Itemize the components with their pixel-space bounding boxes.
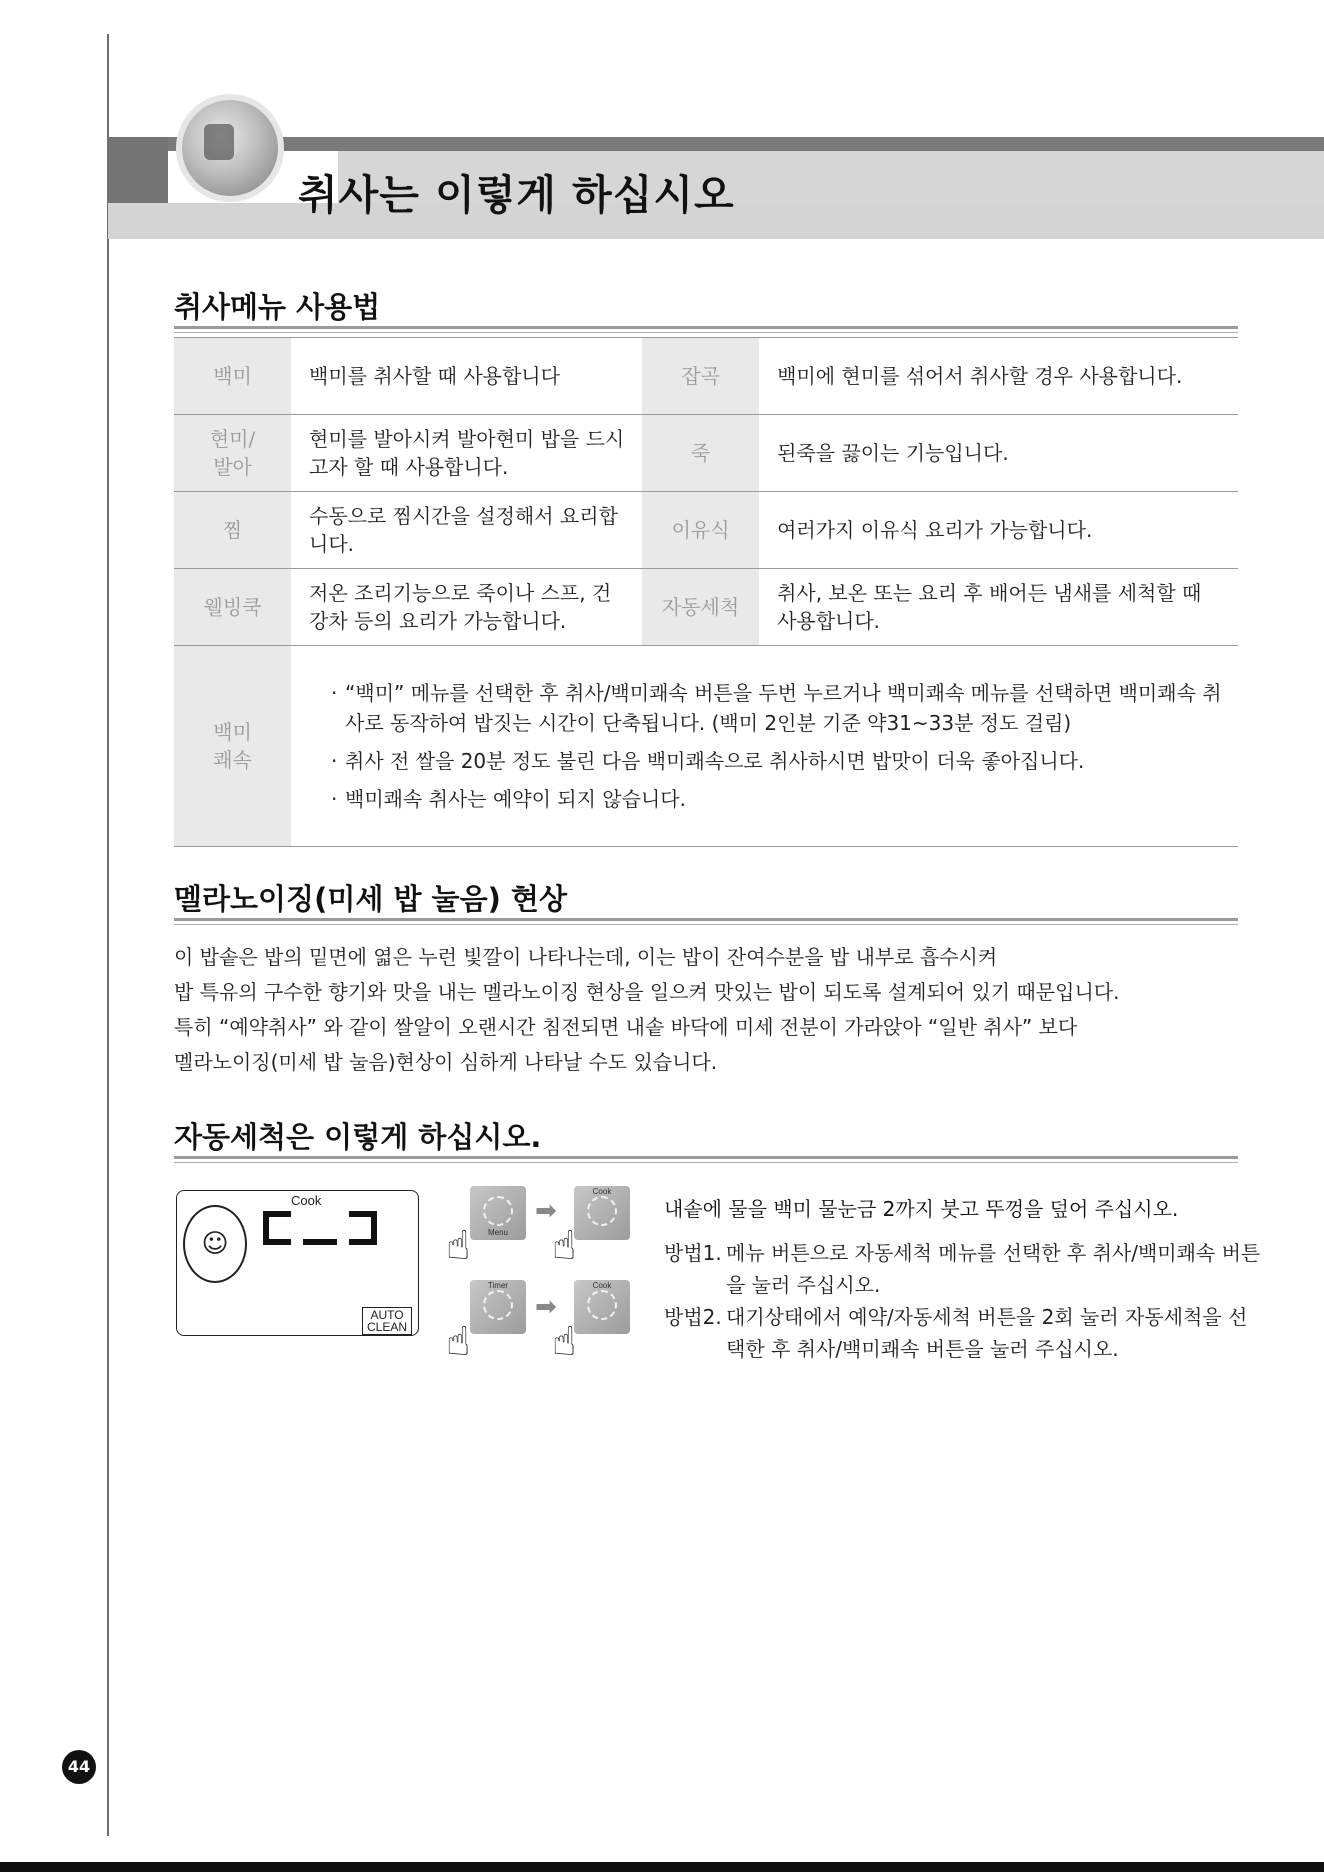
lcd-segment: [263, 1239, 291, 1245]
menu-label: 현미/ 발아: [174, 415, 291, 492]
section-rule: [174, 332, 1238, 333]
note-item: · 백미쾌속 취사는 예약이 되지 않습니다.: [331, 784, 1224, 814]
section-title-menu: 취사메뉴 사용법: [174, 290, 381, 324]
section-rule: [174, 924, 1238, 925]
menu-label: 잡곡: [642, 338, 759, 415]
clean-label: CLEAN: [366, 1320, 407, 1334]
menu-label: 웰빙쿡: [174, 569, 291, 646]
button-caption: Menu: [487, 1228, 508, 1237]
menu-desc: 취사, 보온 또는 요리 후 배어든 냄새를 세척할 때 사용합니다.: [759, 569, 1238, 646]
pointing-hand-icon: ☝: [446, 1319, 471, 1365]
table-row: [174, 415, 1238, 492]
header-dark-block: [108, 137, 168, 203]
menu-label: 죽: [642, 415, 759, 492]
margin-line: [107, 34, 109, 1836]
auto-clean-instructions: [664, 1193, 1264, 1365]
table-row: [174, 338, 1238, 415]
method-text: 대기상태에서 예약/자동세척 버튼을 2회 눌러 자동세척을 선택한 후 취사/백미쾌속 버튼을 눌러 주십시오.: [726, 1305, 1248, 1361]
menu-label: 찜: [174, 492, 291, 569]
rice-cooker-icon: [176, 94, 284, 202]
pointing-hand-icon: ☝: [446, 1223, 471, 1269]
arrow-right-icon: ➡: [535, 1292, 557, 1322]
paragraph-line: 밥 특유의 구수한 향기와 맛을 내는 멜라노이징 현상을 일으켜 맛있는 밥이 되도록 설계되어 있기 때문입니다.: [174, 980, 1120, 1004]
page-title: 취사는 이렇게 하십시오: [298, 171, 735, 219]
method-text: 메뉴 버튼으로 자동세척 메뉴를 선택한 후 취사/백미쾌속 버튼을 눌러 주십시오.: [726, 1241, 1261, 1297]
section-rule: [174, 1162, 1238, 1163]
note-item: · 취사 전 쌀을 20분 정도 불린 다음 백미쾌속으로 취사하시면 밥맛이 더욱 좋아집니다.: [331, 746, 1224, 776]
menu-button-image: [470, 1186, 526, 1240]
lcd-segment: [263, 1211, 291, 1217]
lcd-display: [176, 1190, 419, 1336]
section-rule: [174, 918, 1238, 921]
melanoidin-paragraph: [174, 940, 1254, 1080]
menu-desc: 된죽을 끓이는 기능입니다.: [759, 415, 1238, 492]
pointing-hand-icon: ☝: [552, 1223, 577, 1269]
arrow-right-icon: ➡: [535, 1196, 557, 1226]
auto-label: AUTO: [370, 1308, 404, 1322]
auto-clean-indicator: [362, 1307, 412, 1335]
paragraph-line: 이 밥솥은 밥의 밑면에 엷은 누런 빛깔이 나타나는데, 이는 밥이 잔여수분을 밥 내부로 흡수시켜: [174, 945, 998, 969]
method-1: [664, 1237, 1264, 1301]
section-rule: [174, 326, 1238, 329]
method-label: 방법2.: [664, 1305, 722, 1329]
section-rule: [174, 1156, 1238, 1159]
menu-label: 백미: [174, 338, 291, 415]
header-strip: [168, 137, 1324, 151]
menu-desc: 현미를 발아시켜 발아현미 밥을 드시고자 할 때 사용합니다.: [291, 415, 642, 492]
method-2: [664, 1301, 1264, 1365]
table-row: [174, 492, 1238, 569]
paragraph-line: 특히 “예약취사” 와 같이 쌀알이 오랜시간 침전되면 내솥 바닥에 미세 전분이 가라앉아 “일반 취사” 보다: [174, 1015, 1078, 1039]
menu-desc: 백미에 현미를 섞어서 취사할 경우 사용합니다.: [759, 338, 1238, 415]
quick-notes: [291, 646, 1238, 847]
table-row: [174, 646, 1238, 847]
menu-desc: 저온 조리기능으로 죽이나 스프, 건강차 등의 요리가 가능합니다.: [291, 569, 642, 646]
page-number: 44: [62, 1750, 96, 1784]
menu-table: [174, 337, 1238, 847]
menu-label: 자동세척: [642, 569, 759, 646]
note-item: · “백미” 메뉴를 선택한 후 취사/백미쾌속 버튼을 두번 누르거나 백미쾌속 메뉴를 선택하면 백미쾌속 취사로 동작하여 밥짓는 시간이 단축됩니다. (백미 2인분 기준 약31~33분 정도 걸림): [331, 678, 1224, 738]
cook-button-image: [574, 1186, 630, 1240]
lcd-segment: [371, 1211, 377, 1245]
lcd-cook-label: Cook: [291, 1193, 322, 1208]
section-title-melanoidin: 멜라노이징(미세 밥 눌음) 현상: [174, 882, 567, 916]
menu-desc: 백미를 취사할 때 사용합니다: [291, 338, 642, 415]
paragraph-line: 멜라노이징(미세 밥 눌음)현상이 심하게 나타날 수도 있습니다.: [174, 1050, 718, 1074]
method-label: 방법1.: [664, 1241, 722, 1265]
timer-button-image: [470, 1280, 526, 1334]
steam-face-icon: ☺: [183, 1205, 247, 1283]
menu-desc: 수동으로 찜시간을 설정해서 요리합니다.: [291, 492, 642, 569]
lcd-segment: [303, 1239, 337, 1245]
menu-label: 백미 쾌속: [174, 646, 291, 847]
pointing-hand-icon: ☝: [552, 1319, 577, 1365]
table-row: [174, 569, 1238, 646]
menu-desc: 여러가지 이유식 요리가 가능합니다.: [759, 492, 1238, 569]
button-caption: Timer: [487, 1281, 509, 1290]
section-title-autoclean: 자동세척은 이렇게 하십시오.: [174, 1120, 542, 1154]
button-caption: Cook: [592, 1281, 612, 1290]
button-caption: Cook: [592, 1187, 612, 1196]
bottom-band: [0, 1862, 1324, 1872]
menu-label: 이유식: [642, 492, 759, 569]
cook-button-image: [574, 1280, 630, 1334]
auto-clean-intro: 내솥에 물을 백미 물눈금 2까지 붓고 뚜껑을 덮어 주십시오.: [664, 1197, 1179, 1221]
